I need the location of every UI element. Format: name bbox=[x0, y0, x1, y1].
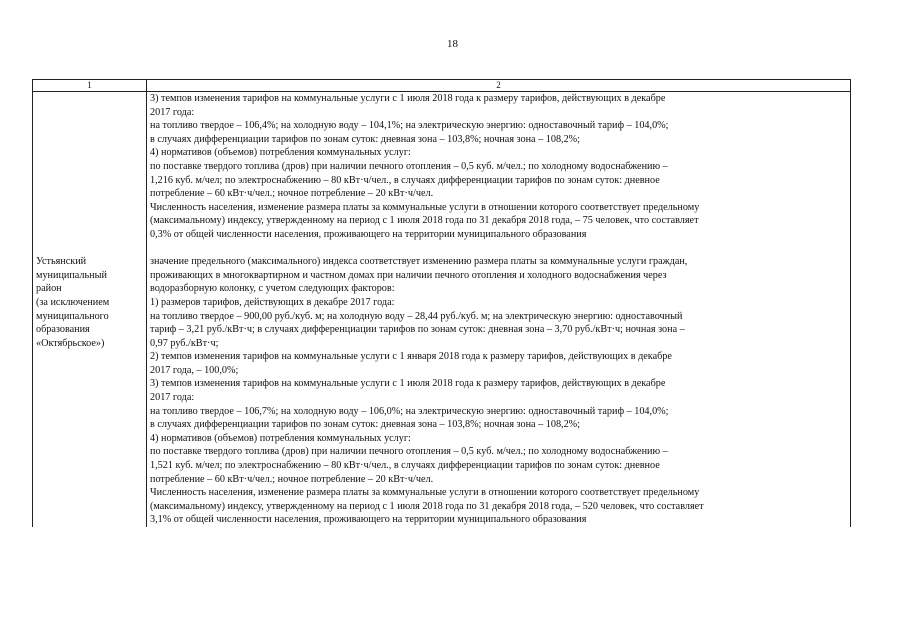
district-line: Устьянский bbox=[36, 256, 87, 268]
content-line: потребление – 60 кВт·ч/чел.; ночное потребление – 20 кВт·ч/чел. bbox=[150, 473, 434, 485]
district-line: «Октябрьское») bbox=[36, 337, 105, 349]
content-line: потребление – 60 кВт·ч/чел.; ночное потребление – 20 кВт·ч/чел. bbox=[150, 188, 434, 200]
content-line: 2017 года, – 100,0%; bbox=[150, 364, 239, 376]
district-line: муниципальный bbox=[36, 269, 107, 281]
district-cell bbox=[33, 255, 147, 527]
content-line: 0,97 руб./кВт·ч; bbox=[150, 337, 219, 349]
table-header-row bbox=[33, 80, 851, 92]
content-line: в случаях дифференциации тарифов по зонам суток: дневная зона – 103,8%; ночная зона – 108,2%; bbox=[150, 133, 581, 145]
content-line: Численность населения, изменение размера платы за коммунальные услуги в отношении которого соответствует предельному bbox=[150, 201, 700, 213]
content-cell bbox=[147, 92, 851, 256]
table-row bbox=[33, 92, 851, 256]
content-line: на топливо твердое – 900,00 руб./куб. м; на холодную воду – 28,44 руб./куб. м; на электрическую энергию: одноставочный bbox=[150, 310, 683, 322]
tariff-table bbox=[32, 79, 851, 527]
district-line: образования bbox=[36, 324, 90, 336]
content-line: 3) темпов изменения тарифов на коммунальные услуги с 1 июля 2018 года к размеру тарифов, действующих в декабре bbox=[150, 378, 666, 390]
table-row bbox=[33, 255, 851, 527]
content-line: в случаях дифференциации тарифов по зонам суток: дневная зона – 103,8%; ночная зона – 108,2%; bbox=[150, 419, 581, 431]
content-line: 3,1% от общей численности населения, проживающего на территории муниципального образования bbox=[150, 514, 587, 526]
content-cell bbox=[147, 255, 851, 527]
content-line: по поставке твердого топлива (дров) при наличии печного отопления – 0,5 куб. м/чел.; по холодному водоснабжению – bbox=[150, 446, 668, 458]
content-line: значение предельного (максимального) индекса соответствует изменению размера платы за коммунальные услуги граждан, bbox=[150, 256, 688, 268]
content-line: 1) размеров тарифов, действующих в декабре 2017 года: bbox=[150, 296, 395, 308]
content-line: 3) темпов изменения тарифов на коммунальные услуги с 1 июля 2018 года к размеру тарифов, действующих в декабре bbox=[150, 93, 666, 104]
content-line: 4) нормативов (объемов) потребления коммунальных услуг: bbox=[150, 147, 411, 159]
district-line: муниципального bbox=[36, 310, 109, 322]
column-header-1: 1 bbox=[33, 80, 147, 92]
content-line: 1,521 куб. м/чел; по электроснабжению – 80 кВт·ч/чел., в случаях дифференциации тарифов по зонам суток: дневное bbox=[150, 460, 660, 472]
content-line: (максимальному) индексу, утвержденному на период с 1 июля 2018 года по 31 декабря 2018 года, – 75 человек, что составляет bbox=[150, 215, 699, 227]
content-line: 1,216 куб. м/чел; по электроснабжению – 80 кВт·ч/чел., в случаях дифференциации тарифов по зонам суток: дневное bbox=[150, 174, 660, 186]
content-line: Численность населения, изменение размера платы за коммунальные услуги в отношении которого соответствует предельному bbox=[150, 487, 700, 499]
content-line: 2017 года: bbox=[150, 392, 195, 404]
row-spacer bbox=[150, 242, 848, 256]
content-line: на топливо твердое – 106,7%; на холодную воду – 106,0%; на электрическую энергию: одноставочный тариф – 104,0%; bbox=[150, 405, 669, 417]
content-line: тариф – 3,21 руб./кВт·ч; в случаях дифференциации тарифов по зонам суток: дневная зона – 3,70 руб./кВт·ч; ночная зона – bbox=[150, 324, 685, 336]
district-cell bbox=[33, 92, 147, 256]
column-header-2: 2 bbox=[147, 80, 851, 92]
district-line: район bbox=[36, 283, 62, 295]
content-line: 4) нормативов (объемов) потребления коммунальных услуг: bbox=[150, 432, 411, 444]
content-line: 0,3% от общей численности населения, проживающего на территории муниципального образования bbox=[150, 228, 587, 240]
content-line: проживающих в многоквартирном и частном домах при наличии печного отопления и холодного водоснабжения через bbox=[150, 269, 667, 281]
content-line: (максимальному) индексу, утвержденному на период с 1 июля 2018 года по 31 декабря 2018 года, – 520 человек, что составляет bbox=[150, 500, 704, 512]
content-line: по поставке твердого топлива (дров) при наличии печного отопления – 0,5 куб. м/чел.; по холодному водоснабжению – bbox=[150, 160, 668, 172]
content-line: 2) темпов изменения тарифов на коммунальные услуги с 1 января 2018 года к размеру тарифов, действующих в декабре bbox=[150, 351, 672, 363]
content-line: 2017 года: bbox=[150, 106, 195, 118]
content-line: водоразборную колонку, с учетом следующих факторов: bbox=[150, 283, 395, 295]
district-line: (за исключением bbox=[36, 296, 110, 308]
content-line: на топливо твердое – 106,4%; на холодную воду – 104,1%; на электрическую энергию: одноставочный тариф – 104,0%; bbox=[150, 120, 669, 132]
page-number: 18 bbox=[447, 38, 458, 50]
